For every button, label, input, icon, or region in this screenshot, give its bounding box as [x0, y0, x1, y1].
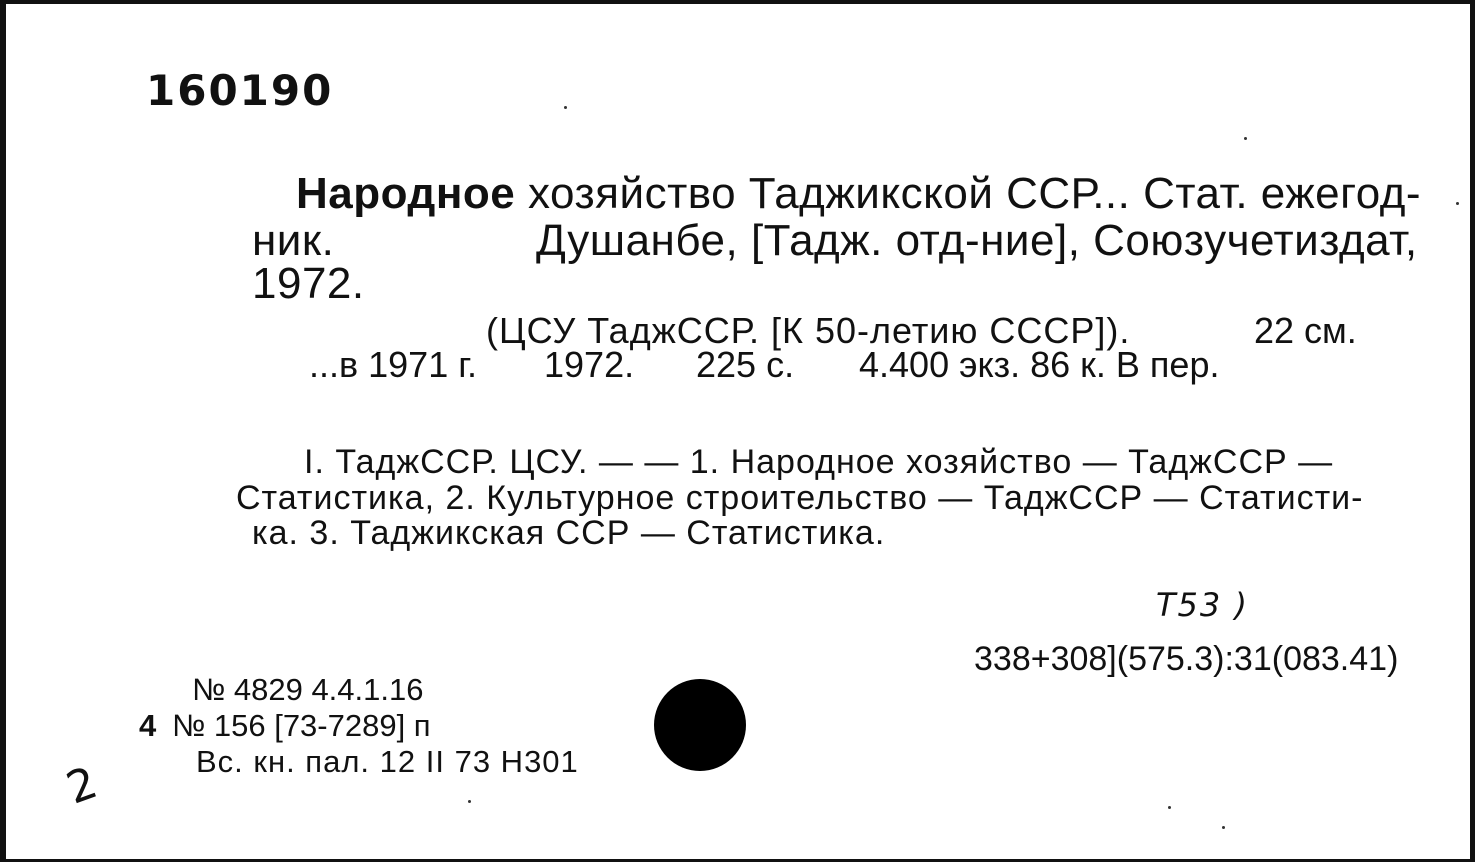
size-statement: 22 см.	[1254, 310, 1357, 351]
dust-speck	[1244, 137, 1247, 140]
title-line-1	[296, 169, 1422, 218]
imprint-year: 1972.	[544, 344, 635, 385]
coverage-year: ...в 1971 г.	[309, 344, 477, 385]
accession-line-3: Вс. кн. пал. 12 II 73 Н301	[196, 744, 579, 779]
print-run-price: 4.400 экз. 86 к. В пер.	[859, 344, 1220, 385]
dust-speck	[1222, 826, 1225, 829]
dust-speck	[1456, 202, 1459, 205]
title-line-2-right: Душанбе, [Тадж. отд-ние], Союзучетиздат,	[536, 216, 1418, 265]
accession-line-2-prefix: 4	[139, 708, 157, 743]
dust-speck	[1168, 806, 1171, 809]
udc-classification: 338+308](575.3):31(083.41)	[974, 640, 1399, 678]
accession-line-2: № 156 [73-7289] п	[172, 708, 431, 743]
punch-hole	[654, 679, 746, 771]
subject-line-3: ка. 3. Таджикская ССР — Статистика.	[252, 514, 886, 552]
dust-speck	[564, 106, 567, 109]
title-line-2-left: ник.	[252, 216, 335, 265]
handwritten-shelf-code: Т53 )	[1156, 586, 1249, 624]
subject-line-1: I. ТаджССР. ЦСУ. — — 1. Народное хозяйство — ТаджССР —	[304, 443, 1334, 481]
handwritten-catalog-number: 160190	[146, 66, 334, 115]
subject-line-2: Статистика, 2. Культурное строительство — ТаджССР — Статисти-	[236, 479, 1364, 517]
handwritten-corner-mark: 2	[60, 756, 106, 815]
dust-speck	[468, 800, 471, 803]
title-bold-word: Народное	[296, 169, 516, 218]
series-statement: (ЦСУ ТаджССР. [К 50-летию СССР]).	[486, 310, 1131, 351]
publication-year: 1972.	[252, 259, 365, 308]
page-count: 225 с.	[696, 344, 795, 385]
accession-line-1: № 4829 4.4.1.16	[192, 672, 424, 707]
title-rest: хозяйство Таджикской ССР... Стат. ежегод-	[528, 169, 1422, 218]
